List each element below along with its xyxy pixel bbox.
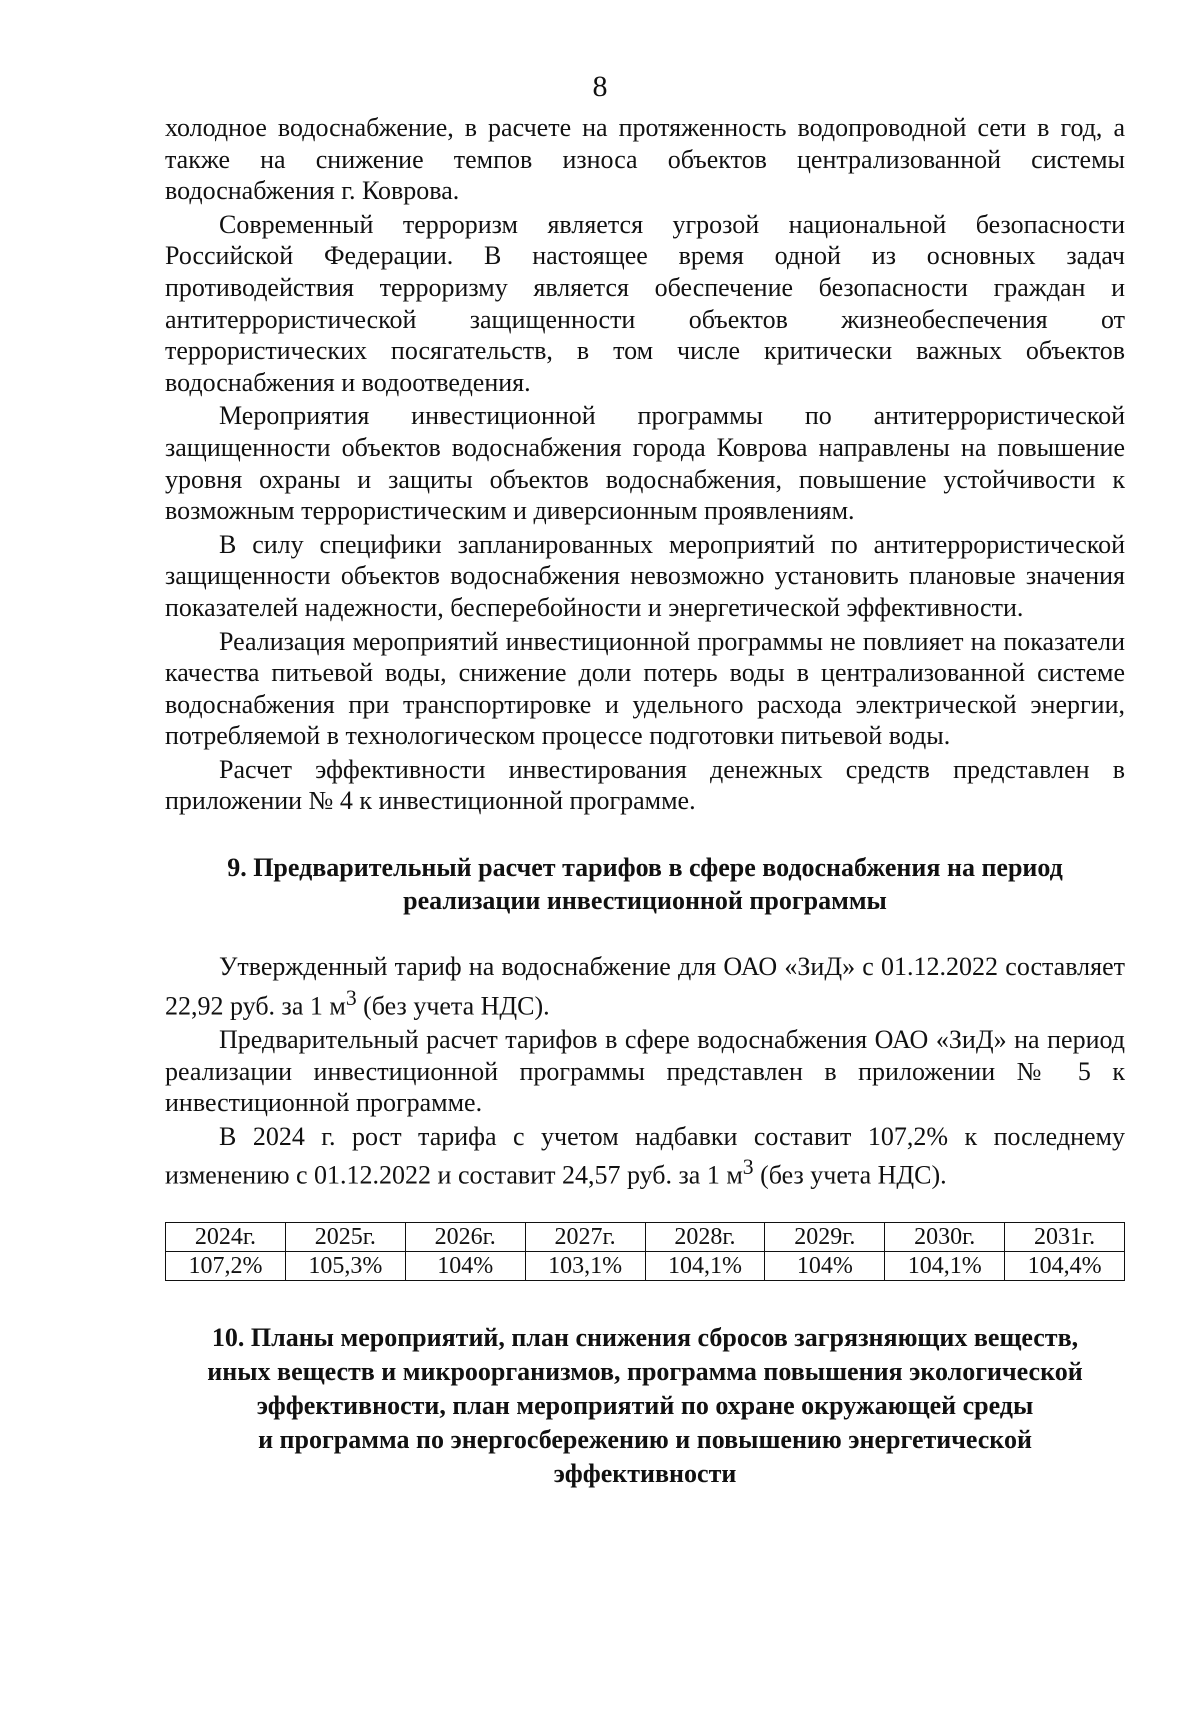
section-9-title-line-1: 9. Предварительный расчет тарифов в сфере водоснабжения на период	[227, 853, 1063, 883]
table-cell-year: 2027г.	[525, 1222, 645, 1251]
section-10-title-line-4: и программа по энергосбережению и повышению энергетической	[258, 1424, 1032, 1454]
section-10-title-line-5: эффективности	[553, 1458, 737, 1488]
table-cell-value: 107,2%	[166, 1251, 286, 1280]
tariff-growth-vat-note: (без учета НДС).	[753, 1160, 947, 1190]
paragraph-tariff-growth-2024	[165, 1121, 1125, 1192]
page-number: 8	[592, 70, 608, 103]
table-cell-value: 104,1%	[645, 1251, 765, 1280]
tariff-growth-text: В 2024 г. рост тарифа с учетом надбавки составит 107,2% к последнему изменению с 01.12.2022 и составит 24,57 руб. за 1 м	[165, 1121, 1125, 1190]
table-cell-value: 104,4%	[1005, 1251, 1125, 1280]
table-cell-year: 2028г.	[645, 1222, 765, 1251]
approved-tariff-vat-note: (без учета НДС).	[356, 991, 550, 1021]
section-10-title-line-1: 10. Планы мероприятий, план снижения сбросов загрязняющих веществ,	[211, 1322, 1079, 1352]
tariff-growth-table	[165, 1222, 1125, 1281]
section-10-title-line-2: иных веществ и микроорганизмов, программа повышения экологической	[207, 1356, 1083, 1386]
document-body	[165, 112, 1125, 1491]
section-10-title-line-3: эффективности, план мероприятий по охране окружающей среды	[256, 1390, 1034, 1420]
paragraph-quality-impact: Реализация мероприятий инвестиционной программы не повлияет на показатели качества питьевой воды, снижение доли потерь воды в централизованной системе водоснабжения при транспортировке и удельного расхода электрической энергии, потребляемой в технологическом процессе подготовки питьевой воды.	[165, 626, 1125, 751]
table-cell-year: 2026г.	[405, 1222, 525, 1251]
table-cell-year: 2031г.	[1005, 1222, 1125, 1251]
table-cell-value: 104%	[765, 1251, 885, 1280]
cubic-superscript: 3	[345, 985, 357, 1010]
table-cell-value: 104%	[405, 1251, 525, 1280]
section-10-heading	[165, 1321, 1125, 1491]
section-9-title-line-2: реализации инвестиционной программы	[403, 886, 887, 916]
approved-tariff-text: Утвержденный тариф на водоснабжение для ОАО «ЗиД» с 01.12.2022 составляет 22,92 руб. за 1 м	[165, 952, 1125, 1021]
paragraph-indicators-impossible: В силу специфики запланированных мероприятий по антитеррористической защищенности объектов водоснабжения невозможно установить плановые значения показателей надежности, бесперебойности и энергетической эффективности.	[165, 529, 1125, 622]
paragraph-antiterror-measures: Мероприятия инвестиционной программы по антитеррористической защищенности объектов водоснабжения города Коврова направлены на повышение уровня охраны и защиты объектов водоснабжения, повышение устойчивости к возможным террористическим и диверсионным проявлениям.	[165, 401, 1125, 526]
table-cell-year: 2030г.	[885, 1222, 1005, 1251]
paragraph-efficiency-calculation: Расчет эффективности инвестирования денежных средств представлен в приложении № 4 к инвестиционной программе.	[165, 754, 1125, 816]
table-cell-value: 103,1%	[525, 1251, 645, 1280]
table-cell-year: 2025г.	[285, 1222, 405, 1251]
table-cell-year: 2029г.	[765, 1222, 885, 1251]
paragraph-approved-tariff	[165, 951, 1125, 1022]
paragraph-preliminary-calculation: Предварительный расчет тарифов в сфере водоснабжения ОАО «ЗиД» на период реализации инвестиционной программы представлен в приложении № 5 к инвестиционной программе.	[165, 1024, 1125, 1118]
table-cell-value: 104,1%	[885, 1251, 1005, 1280]
section-9-heading	[165, 851, 1125, 917]
paragraph-water-supply-continuation: холодное водоснабжение, в расчете на протяженность водопроводной сети в год, а также на снижение темпов износа объектов централизованной системы водоснабжения г. Коврова.	[165, 113, 1125, 206]
table-row-years	[166, 1222, 1125, 1251]
table-row-values	[166, 1251, 1125, 1280]
cubic-superscript: 3	[742, 1155, 754, 1180]
table-cell-year: 2024г.	[166, 1222, 286, 1251]
table-cell-value: 105,3%	[285, 1251, 405, 1280]
paragraph-terrorism-threat: Современный терроризм является угрозой национальной безопасности Российской Федерации. В настоящее время одной из основных задач противодействия терроризму является обеспечение безопасности граждан и антитеррористической защищенности объектов жизнеобеспечения от террористических посягательств, в том числе критически важных объектов водоснабжения и водоотведения.	[165, 209, 1125, 397]
